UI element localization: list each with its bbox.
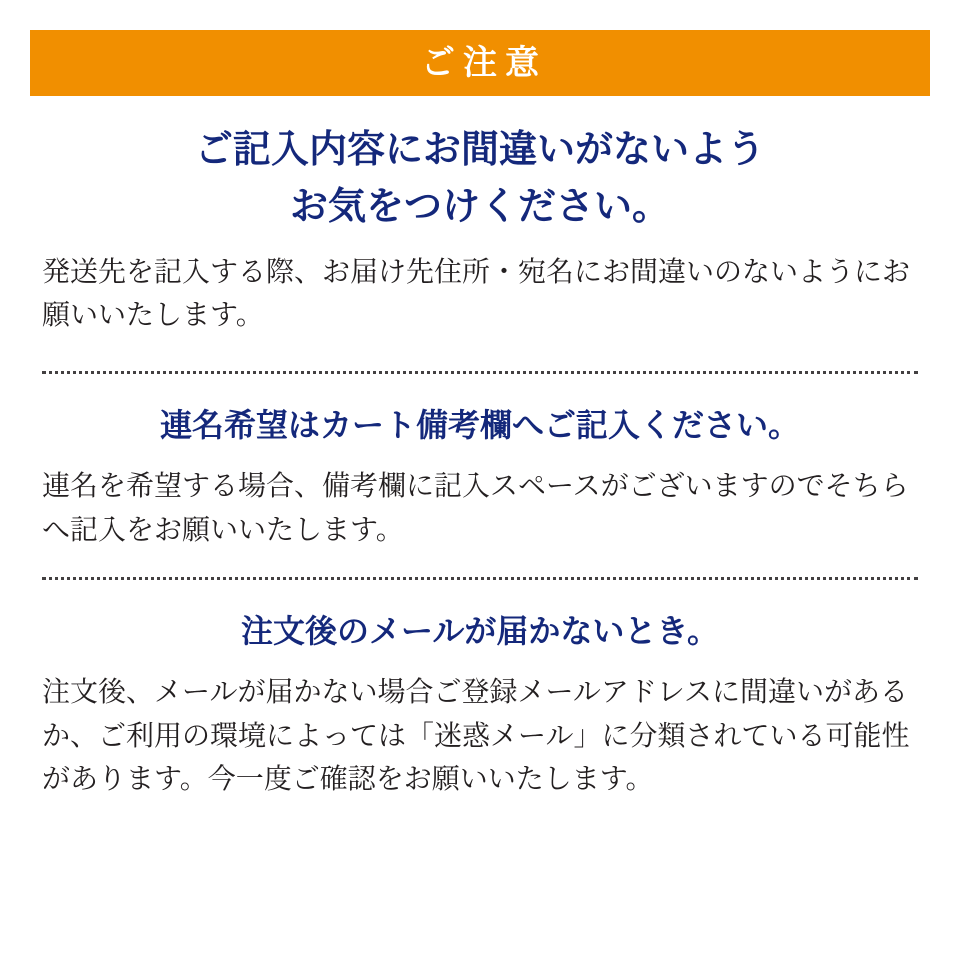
section-mail-body: 注文後、メールが届かない場合ご登録メールアドレスに間違いがあるか、ご利用の環境によっては「迷惑メール」に分類されている可能性があります。今一度ご確認をお願いいたします。 bbox=[42, 676, 910, 795]
section-mail-heading: 注文後のメールが届かないとき。 bbox=[240, 612, 720, 649]
section-renmei-heading: 連名希望はカート備考欄へご記入ください。 bbox=[159, 406, 800, 443]
lead-heading-line1: ご記入内容にお間違いがないよう bbox=[194, 129, 765, 171]
notice-header-title: ご注意 bbox=[421, 44, 547, 82]
lead-heading-line2: お気をつけください。 bbox=[289, 186, 670, 228]
section-renmei bbox=[30, 374, 930, 551]
lead-body-text: 発送先を記入する際、お届け先住所・宛名にお間違いのないようにお願いいたします。 bbox=[42, 256, 911, 331]
lead-heading bbox=[30, 122, 930, 236]
section-divider-1 bbox=[42, 371, 918, 374]
notice-header-bar bbox=[30, 30, 930, 96]
section-divider-2 bbox=[42, 577, 918, 580]
section-renmei-body: 連名を希望する場合、備考欄に記入スペースがございますのでそちらへ記入をお願いいたします。 bbox=[42, 470, 909, 545]
section-mail bbox=[30, 580, 930, 801]
notice-content bbox=[30, 96, 930, 801]
lead-section bbox=[30, 96, 930, 345]
